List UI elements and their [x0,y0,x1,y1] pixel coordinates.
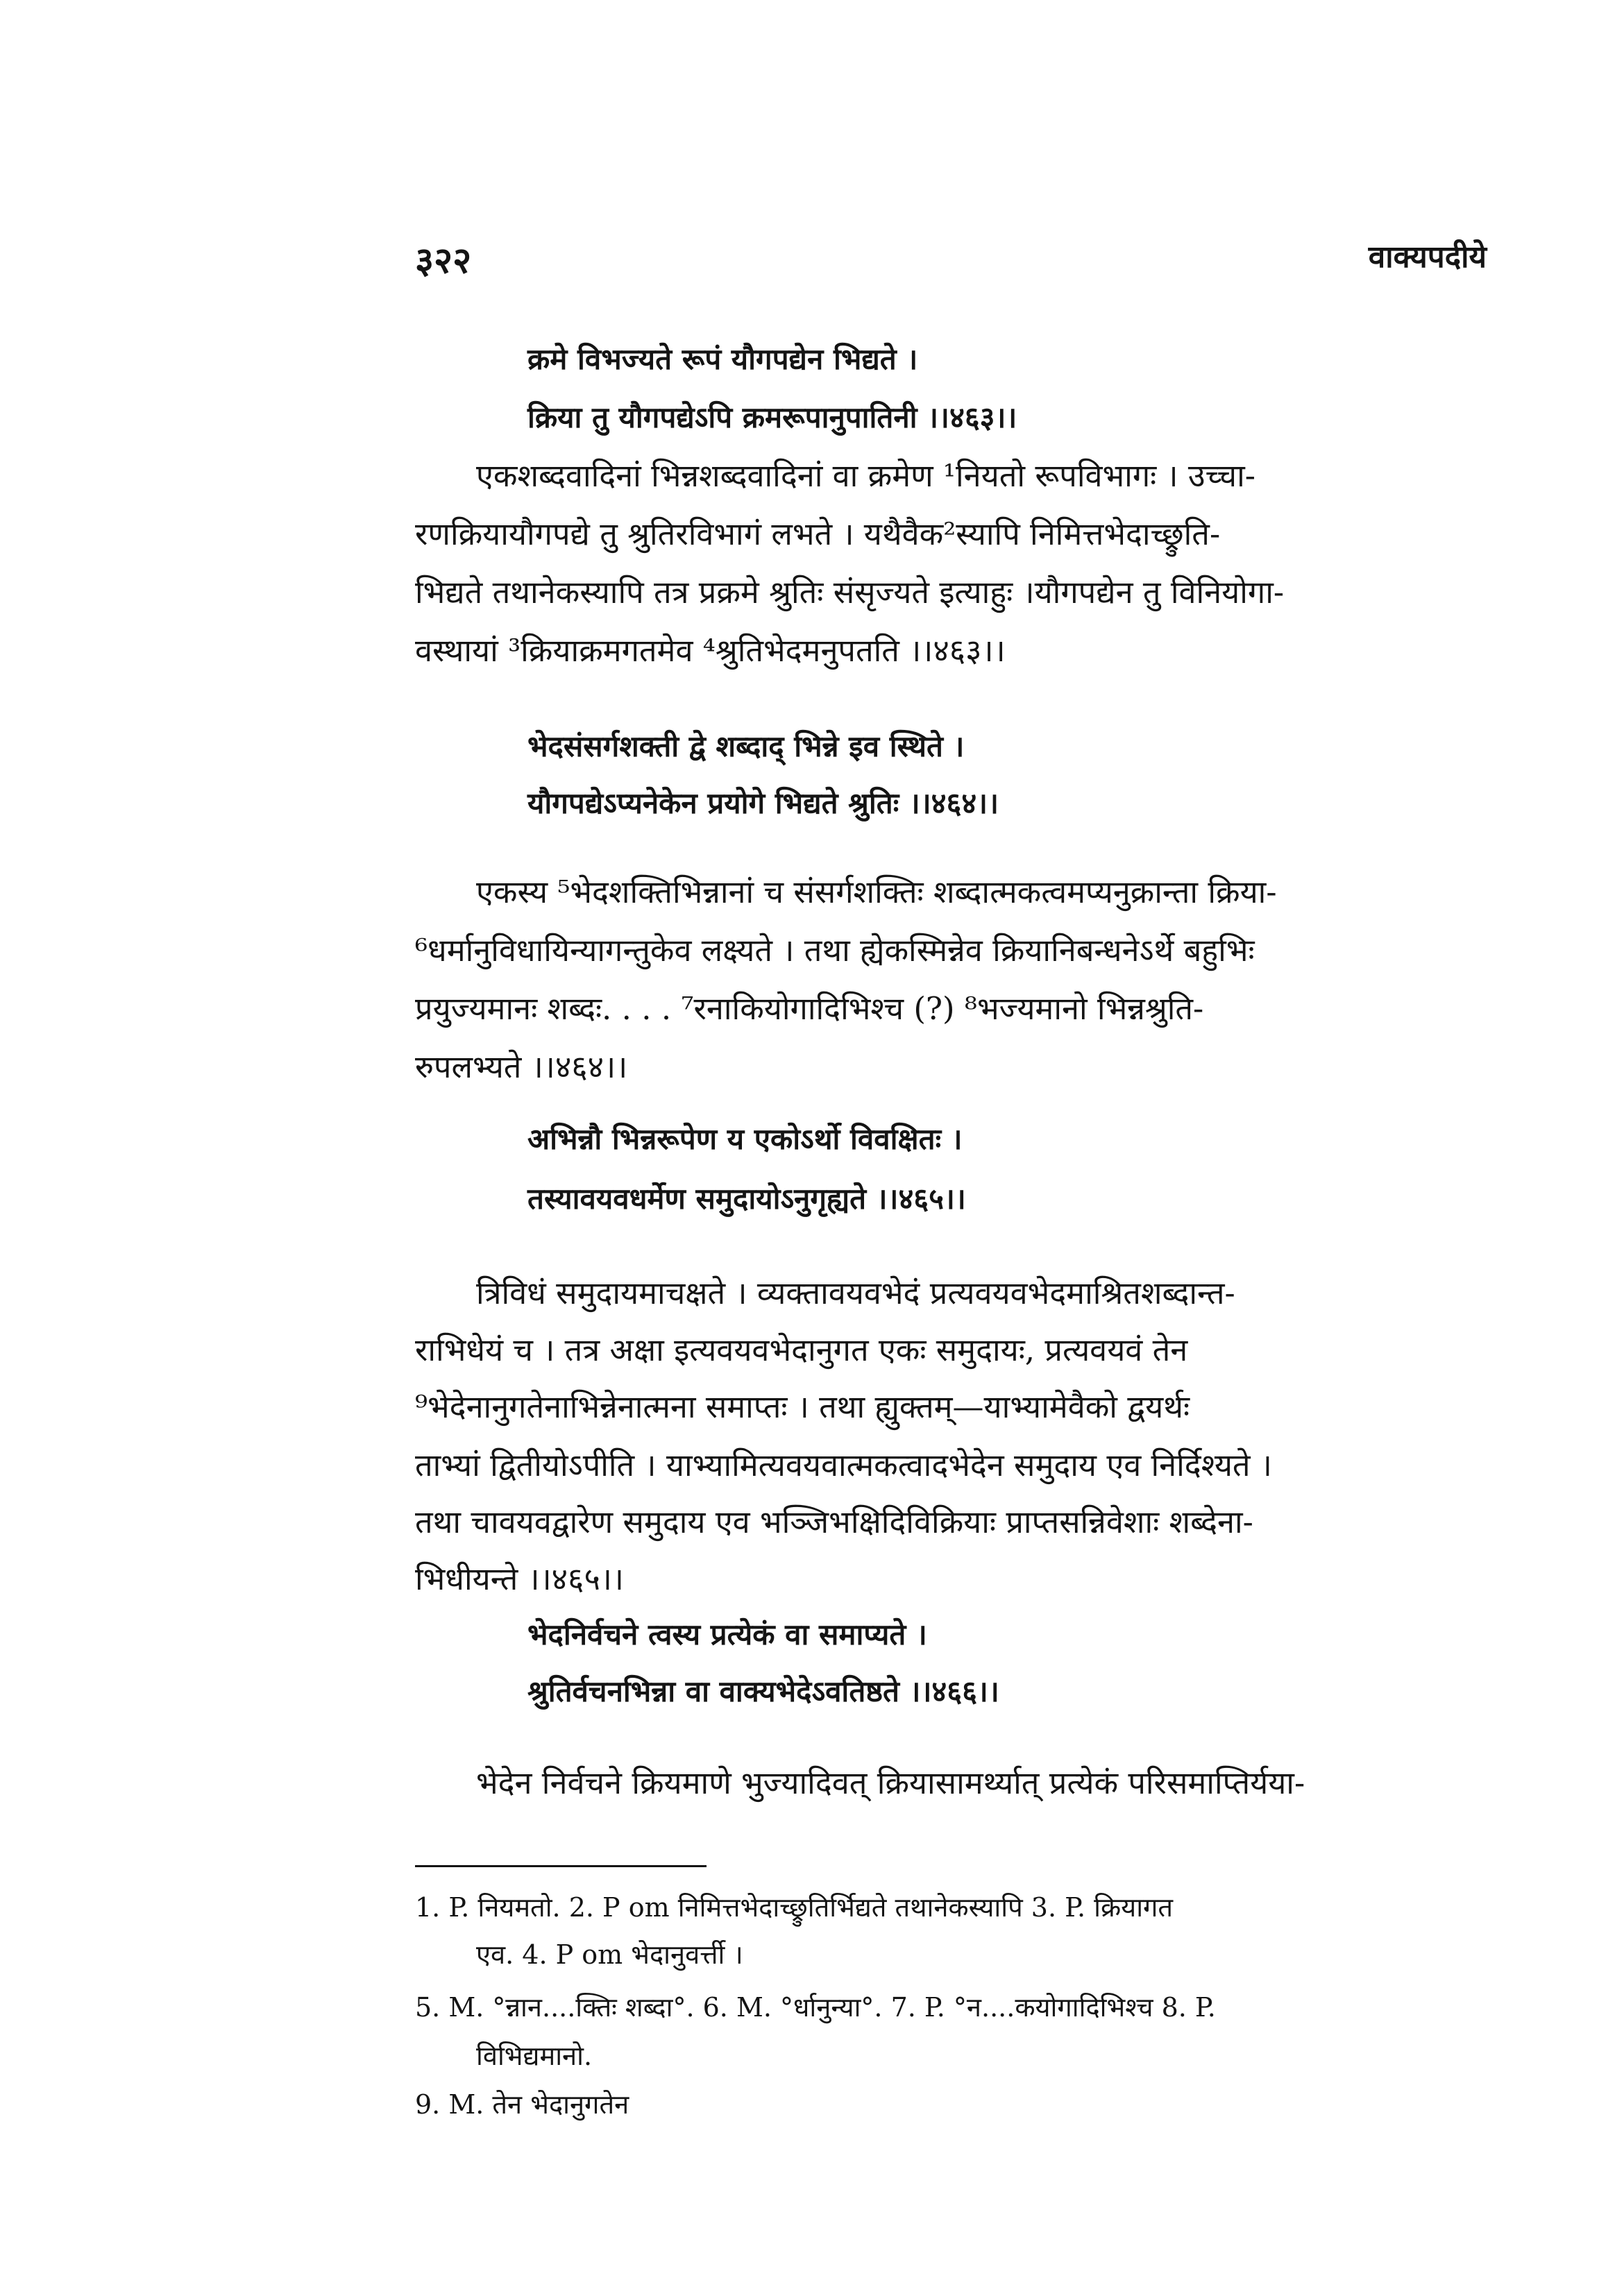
commentary-line: भेदेन निर्वचने क्रियमाणे भुज्यादिवत् क्रियासामर्थ्यात् प्रत्येकं परिसमाप्तिर्यया- [476,1764,1305,1801]
commentary-line: त्रिविधं समुदायमाचक्षते । व्यक्तावयवभेदं प्रत्यवयवभेदमाश्रितशब्दान्त- [476,1275,1235,1311]
commentary-line: भिद्यते तथानेकस्यापि तत्र प्रक्रमे श्रुतिः संसृज्यते इत्याहुः ।यौगपद्येन तु विनियोगा- [415,574,1285,611]
verse-line: क्रिया तु यौगपद्येऽपि क्रमरूपानुपातिनी ।।४६३।। [527,400,1017,434]
commentary-line: राभिधेयं च । तत्र अक्षा इत्यवयवभेदानुगत एकः समुदायः, प्रत्यवयवं तेन [415,1332,1188,1368]
running-title: वाक्यपदीये [1368,239,1487,275]
verse-line: भेदसंसर्गशक्ती द्वे शब्दाद् भिन्ने इव स्थिते । [527,729,965,763]
commentary-line: रणक्रियायौगपद्ये तु श्रुतिरविभागं लभते । यथैवैक²स्यापि निमित्तभेदाच्छ्रुति- [415,516,1221,552]
verse-line: अभिन्नौ भिन्नरूपेण य एकोऽर्थो विवक्षितः । [527,1122,963,1156]
verse-line: यौगपद्येऽप्यनेकेन प्रयोगे भिद्यते श्रुतिः ।।४६४।। [527,786,999,820]
commentary-line: ⁶धर्मानुविधायिन्यागन्तुकेव लक्ष्यते । तथा ह्येकस्मिन्नेव क्रियानिबन्धनेऽर्थे बहुभिः [415,932,1255,969]
footnote-line: 5. M. °न्नान....क्तिः शब्दा°. 6. M. °र्धानुन्या°. 7. P. °न....कयोगादिभिश्च 8. P. [415,1992,1216,2023]
page-number: ३२२ [415,239,472,282]
commentary-line: ⁹भेदेनानुगतेनाभिन्नेनात्मना समाप्तः । तथा ह्युक्तम्—याभ्यामेवैको द्वयर्थः [415,1388,1190,1425]
footnote-line: 1. P. नियमतो. 2. P om निमित्तभेदाच्छ्रुतिर्भिद्यते तथानेकस्यापि 3. P. क्रियागत [415,1892,1174,1923]
verse-line: भेदनिर्वचने त्वस्य प्रत्येकं वा समाप्यते । [527,1617,927,1651]
commentary-line: प्रयुज्यमानः शब्दः. . . . ⁷रनाकियोगादिभिश्च (?) ⁸भज्यमानो भिन्नश्रुति- [415,990,1204,1027]
verse-line: श्रुतिर्वचनभिन्ना वा वाक्यभेदेऽवतिष्ठते ।।४६६।। [527,1674,999,1708]
commentary-line: वस्थायां ³क्रियाक्रमगतमेव ⁴श्रुतिभेदमनुपतति ।।४६३।। [415,632,1006,669]
footnote-line: एव. 4. P om भेदानुवर्त्ती । [476,1939,743,1970]
commentary-line: एकस्य ⁵भेदशक्तिभिन्नानां च संसर्गशक्तिः शब्दात्मकत्वमप्यनुक्रान्ता क्रिया- [476,874,1277,910]
commentary-line: ताभ्यां द्वितीयोऽपीति । याभ्यामित्यवयवात्मकत्वादभेदेन समुदाय एव निर्दिश्यते । [415,1447,1272,1483]
footnote-line: विभिद्यमानो. [476,2041,593,2071]
commentary-line: तथा चावयवद्वारेण समुदाय एव भञ्जिभक्षिदिविक्रियाः प्राप्तसन्निवेशाः शब्देना- [415,1504,1253,1540]
running-head [415,235,1487,283]
commentary-line: एकशब्दवादिनां भिन्नशब्दवादिनां वा क्रमेण ¹नियतो रूपविभागः । उच्चा- [476,457,1255,494]
commentary-line: भिधीयन्ते ।।४६५।। [415,1561,624,1597]
verse-line: तस्यावयवधर्मेण समुदायोऽनुगृह्यते ।।४६५।। [527,1182,966,1216]
footnote-line: 9. M. तेन भेदानुगतेन [415,2089,629,2120]
verse-line: क्रमे विभज्यते रूपं यौगपद्येन भिद्यते । [527,342,918,376]
footnote-rule [415,1865,707,1867]
commentary-line: रुपलभ्यते ।।४६४।। [415,1048,628,1085]
